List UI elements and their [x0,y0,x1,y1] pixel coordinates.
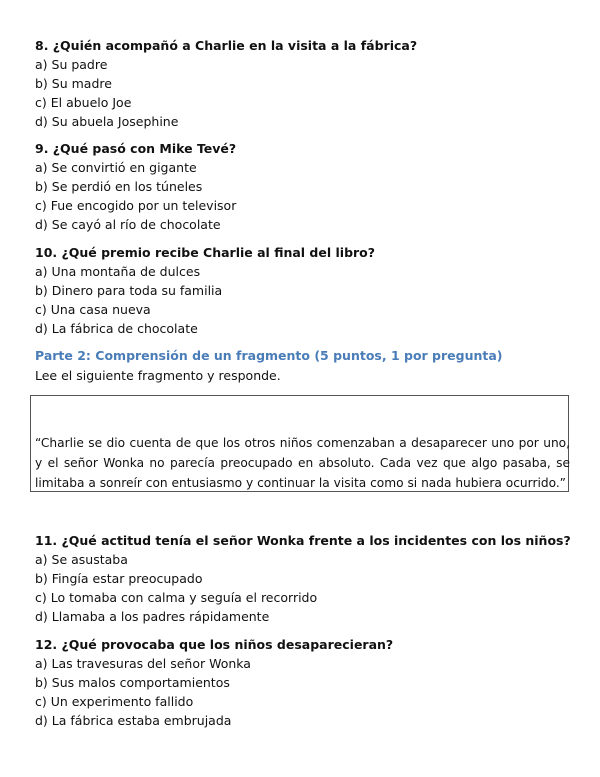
option-b: b) Sus malos comportamientos [35,675,230,690]
option-a: a) Se asustaba [35,552,128,567]
option-d: d) Llamaba a los padres rápidamente [35,609,270,624]
option-c: c) Lo tomaba con calma y seguía el recorrido [35,590,318,605]
option-c: c) Fue encogido por un televisor [35,198,237,213]
question-title: 11. ¿Qué actitud tenía el señor Wonka frente a los incidentes con los niños? [35,533,571,548]
question-11 [35,531,575,626]
option-c: c) Un experimento fallido [35,694,194,709]
option-d: d) La fábrica estaba embrujada [35,713,232,728]
option-a: a) Su padre [35,57,108,72]
fragment-text: “Charlie se dio cuenta de que los otros niños comenzaban a desaparecer uno por uno, y el señor Wonka no parecía preocupado en absoluto. Cada vez que algo pasaba, se limitaba a sonreír con entusiasmo y continuar la visita como si nada hubiera ocurrido.” [35,436,570,490]
option-a: a) Se convirtió en gigante [35,160,197,175]
option-c: c) El abuelo Joe [35,95,132,110]
question-title: 10. ¿Qué premio recibe Charlie al final del libro? [35,245,376,260]
option-d: d) Se cayó al río de chocolate [35,217,221,232]
question-8 [35,36,575,131]
option-d: d) La fábrica de chocolate [35,321,198,336]
option-c: c) Una casa nueva [35,302,151,317]
section-heading: Parte 2: Comprensión de un fragmento (5 puntos, 1 por pregunta) [35,348,503,363]
question-title: 8. ¿Quién acompañó a Charlie en la visita a la fábrica? [35,38,418,53]
question-9 [35,139,575,234]
option-b: b) Su madre [35,76,112,91]
option-d: d) Su abuela Josephine [35,114,179,129]
question-10 [35,243,575,338]
question-title: 9. ¿Qué pasó con Mike Tevé? [35,141,237,156]
option-a: a) Las travesuras del señor Wonka [35,656,251,671]
question-12 [35,635,575,730]
option-b: b) Se perdió en los túneles [35,179,203,194]
section-instruction: Lee el siguiente fragmento y responde. [35,368,281,383]
question-title: 12. ¿Qué provocaba que los niños desaparecieran? [35,637,394,652]
option-b: b) Fingía estar preocupado [35,571,203,586]
option-b: b) Dinero para toda su familia [35,283,223,298]
option-a: a) Una montaña de dulces [35,264,201,279]
